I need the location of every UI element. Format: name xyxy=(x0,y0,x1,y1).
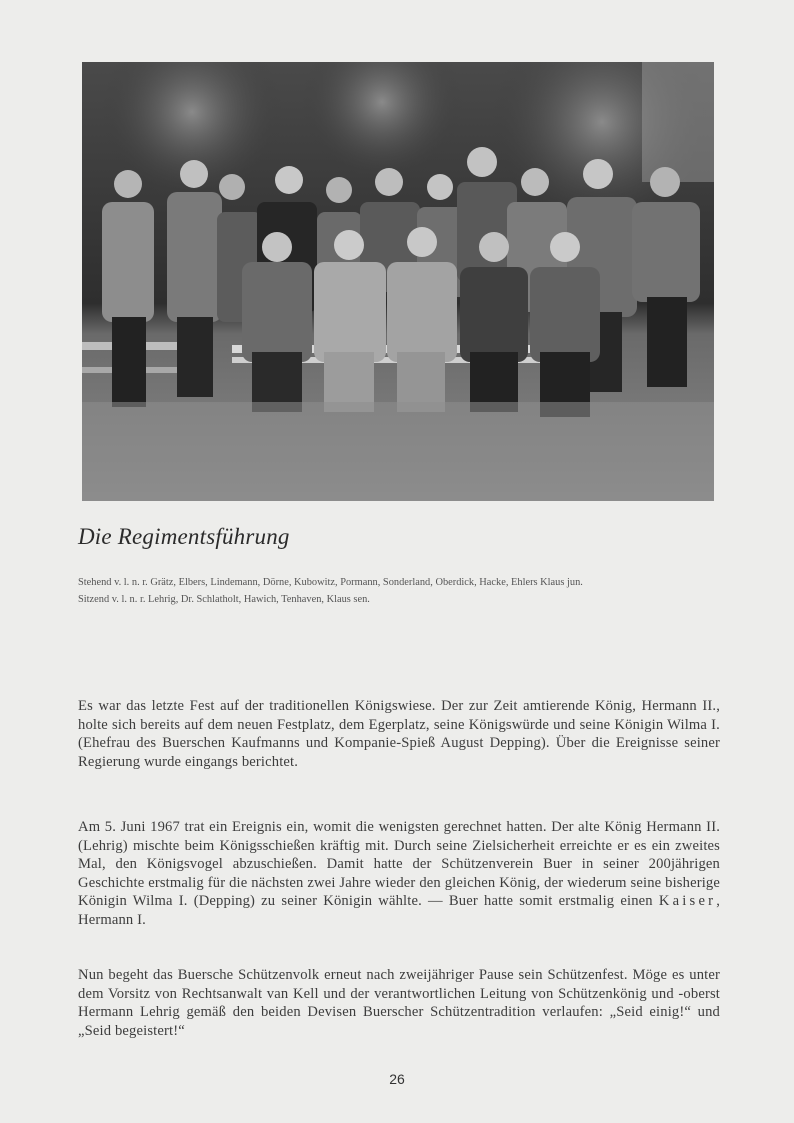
paragraph-2-emphasis: Kaiser xyxy=(658,893,717,910)
section-title: Die Regimentsführung xyxy=(78,524,290,549)
caption-seated: Sitzend v. l. n. r. Lehrig, Dr. Schlatholt, Hawich, Tenhaven, Klaus sen. xyxy=(78,594,370,605)
paragraph-1: Es war das letzte Fest auf der traditionellen Königswiese. Der zur Zeit amtierende König, Hermann II., holte sich bereits auf dem neuen Festplatz, dem Egerplatz, seine Königswürde und seine Königin Wilma I. (Ehefrau des Buerschen Kaufmanns und Kompanie-Spieß August Depping). Über die Ereignisse seiner Regierung wurde eingangs berichtet. xyxy=(78,698,720,770)
photo-caption xyxy=(78,574,724,608)
group-photo-illustration xyxy=(82,62,714,501)
paragraph-3: Nun begeht das Buersche Schützenvolk erneut nach zweijähriger Pause sein Schützenfest. Möge es unter dem Vorsitz von Rechtsanwalt van Kell und der verantwortlichen Leitung von Schützenkönig und -oberst Hermann Lehrig gemäß den beiden Devisen Buerscher Schützentradition verlaufen: „Seid einig!“ und „Seid begeistert!“ xyxy=(78,967,720,1039)
group-photo xyxy=(82,62,714,501)
paragraph-2 xyxy=(78,818,720,930)
page-number: 26 xyxy=(389,1071,405,1087)
caption-standing: Stehend v. l. n. r. Grätz, Elbers, Lindemann, Dörne, Kubowitz, Pormann, Sonderland, Oberdick, Hacke, Ehlers Klaus jun. xyxy=(78,577,583,588)
paragraph-2-main: Am 5. Juni 1967 trat ein Ereignis ein, womit die wenigsten gerechnet hatten. Der alte König Hermann II. (Lehrig) mischte beim Königsschießen kräftig mit. Durch seine Zielsicherheit erreichte er es ein zweites Mal, den Königsvogel abzuschießen. Damit hatte der Schützenverein Buer in seiner 200jährigen Geschichte erstmalig für die nächsten zwei Jahre wieder den gleichen König, der wiederum seine bisherige Königin Wilma I. (Depping) zu seiner Königin wählte. — Buer hatte somit erstmalig einen xyxy=(78,819,720,910)
paragraph-2-end: , Hermann I. xyxy=(78,893,720,928)
